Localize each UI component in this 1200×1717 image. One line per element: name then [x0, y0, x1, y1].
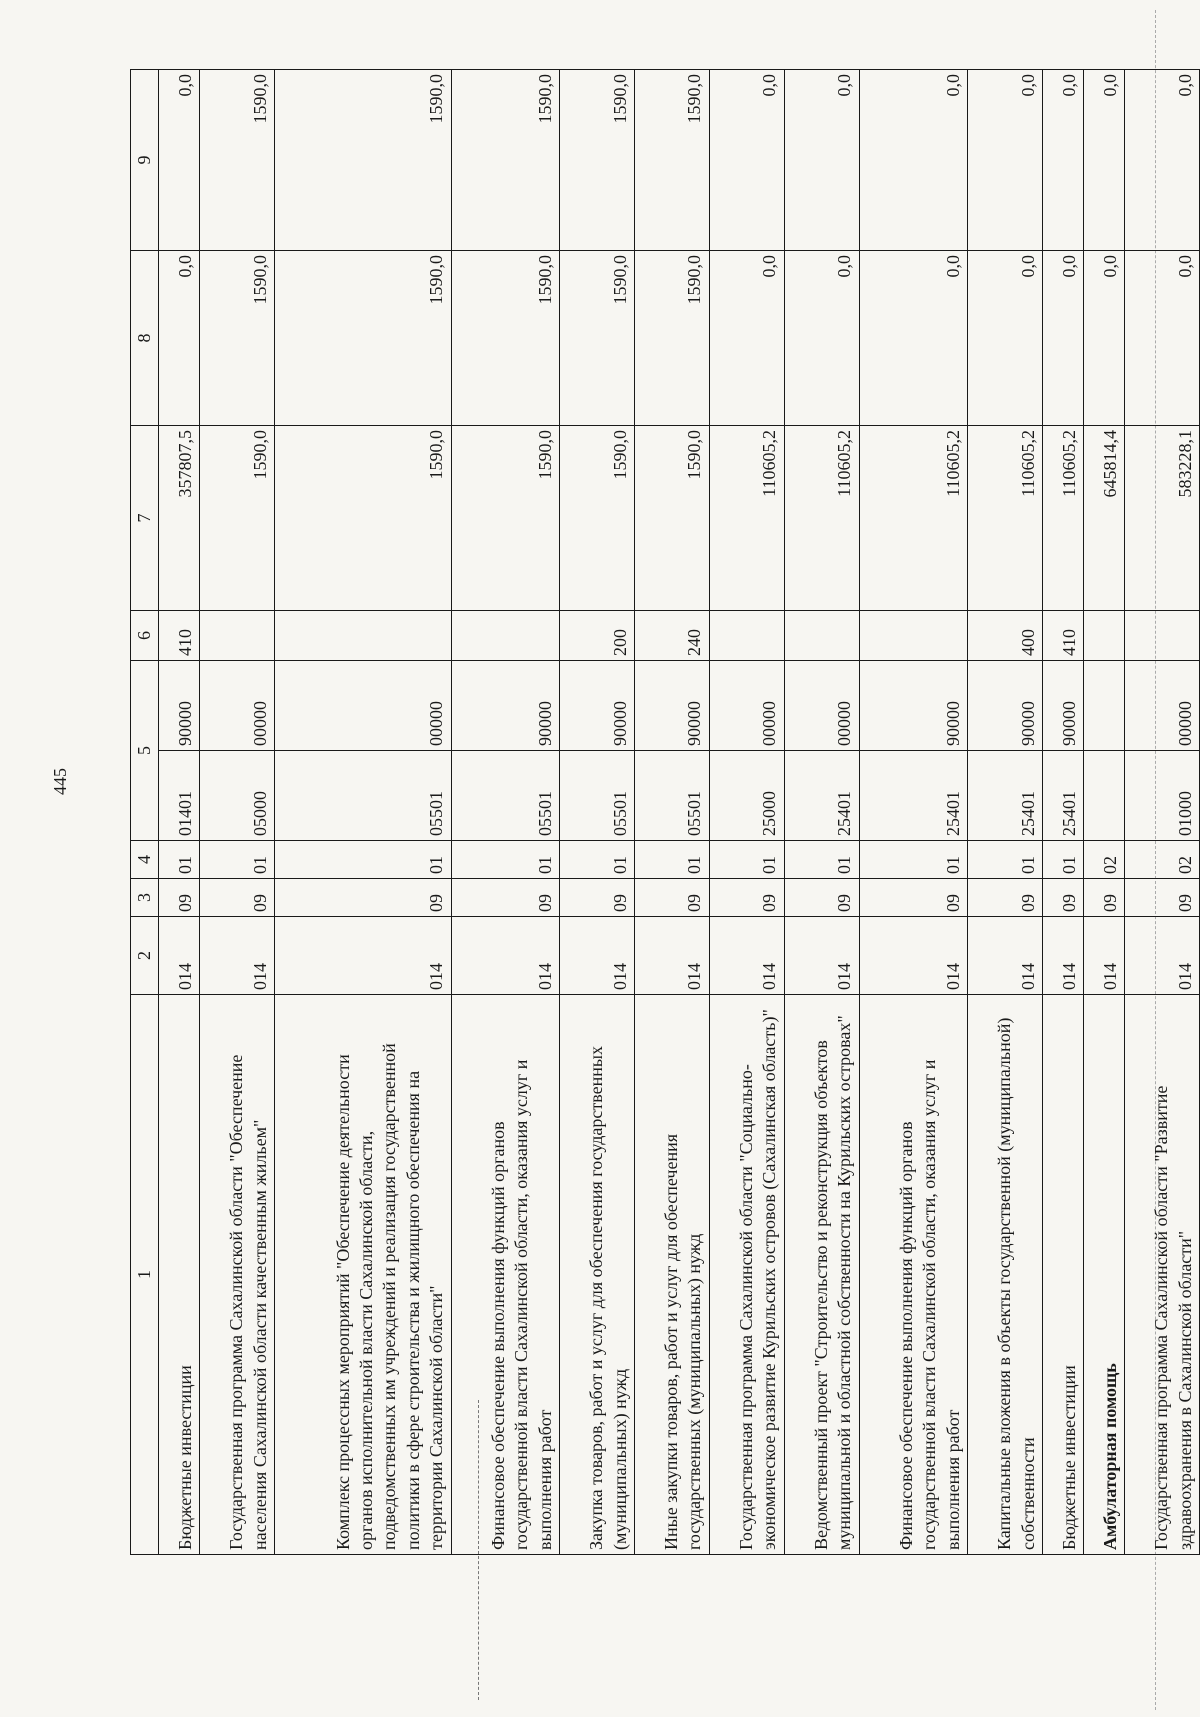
cell-c5a: 25401	[784, 751, 859, 841]
cell-c5b: 90000	[1043, 661, 1084, 751]
cell-c7: 645814,4	[1084, 426, 1125, 611]
cell-c4: 01	[859, 841, 968, 879]
header-cell: 6	[131, 611, 159, 661]
cell-c5b: 00000	[200, 661, 275, 751]
cell-c6	[451, 611, 560, 661]
cell-c2: 014	[1125, 917, 1200, 995]
cell-c9: 1590,0	[560, 70, 635, 251]
cell-c2: 014	[635, 917, 710, 995]
cell-c7: 1590,0	[451, 426, 560, 611]
cell-c6: 410	[159, 611, 200, 661]
cell-c4: 01	[159, 841, 200, 879]
cell-c6	[709, 611, 784, 661]
cell-c3: 09	[1043, 879, 1084, 917]
cell-c7: 583228,1	[1125, 426, 1200, 611]
cell-c3: 09	[200, 879, 275, 917]
cell-c4: 01	[560, 841, 635, 879]
cell-c4: 01	[451, 841, 560, 879]
table-row	[635, 70, 710, 1555]
cell-c7: 110605,2	[859, 426, 968, 611]
cell-c5a: 25000	[709, 751, 784, 841]
cell-c7: 1590,0	[200, 426, 275, 611]
cell-c5a: 05000	[200, 751, 275, 841]
cell-c5b: 90000	[968, 661, 1043, 751]
cell-c5b	[1084, 661, 1125, 751]
row-label: Амбулаторная помощь	[1084, 995, 1125, 1555]
table-row	[968, 70, 1043, 1555]
cell-c9: 1590,0	[635, 70, 710, 251]
table-row	[784, 70, 859, 1555]
cell-c8: 0,0	[1043, 251, 1084, 426]
header-cell: 3	[131, 879, 159, 917]
cell-c9: 0,0	[784, 70, 859, 251]
cell-c5b: 00000	[275, 661, 451, 751]
header-cell: 8	[131, 251, 159, 426]
cell-c2: 014	[859, 917, 968, 995]
cell-c8: 1590,0	[275, 251, 451, 426]
cell-c5b: 00000	[784, 661, 859, 751]
cell-c2: 014	[709, 917, 784, 995]
table-body	[159, 70, 1200, 1555]
cell-c9: 1590,0	[200, 70, 275, 251]
cell-c9: 0,0	[709, 70, 784, 251]
cell-c9: 1590,0	[451, 70, 560, 251]
cell-c3: 09	[859, 879, 968, 917]
cell-c8: 0,0	[968, 251, 1043, 426]
cell-c8: 0,0	[784, 251, 859, 426]
cell-c3: 09	[709, 879, 784, 917]
row-label: Бюджетные инвестиции	[159, 995, 200, 1555]
cell-c7: 1590,0	[635, 426, 710, 611]
row-label: Ведомственный проект "Строительство и реконструкция объектов муниципальной и областной собственности на Курильских островах"	[784, 995, 859, 1555]
cell-c5b: 00000	[1125, 661, 1200, 751]
header-cell: 7	[131, 426, 159, 611]
row-label: Государственная программа Сахалинской области "Социально-экономическое развитие Курильских островов (Сахалинская область)"	[709, 995, 784, 1555]
cell-c5a: 05501	[560, 751, 635, 841]
cell-c2: 014	[451, 917, 560, 995]
header-row	[131, 70, 159, 1555]
cell-c2: 014	[560, 917, 635, 995]
cell-c7: 1590,0	[560, 426, 635, 611]
cell-c3: 09	[159, 879, 200, 917]
row-label: Комплекс процессных мероприятий "Обеспечение деятельности органов исполнительной власти Сахалинской области, подведомственных им учреждений и реализация государственной политики в сфере строительства и жилищного обеспечения на территории Сахалинской области"	[275, 995, 451, 1555]
row-label: Бюджетные инвестиции	[1043, 995, 1084, 1555]
cell-c8: 0,0	[159, 251, 200, 426]
cell-c8: 0,0	[1125, 251, 1200, 426]
budget-table	[130, 69, 1200, 1555]
header-cell: 1	[131, 995, 159, 1555]
cell-c5b: 90000	[451, 661, 560, 751]
cell-c6	[275, 611, 451, 661]
cell-c8: 1590,0	[560, 251, 635, 426]
cell-c9: 0,0	[859, 70, 968, 251]
header-cell: 4	[131, 841, 159, 879]
cell-c8: 0,0	[859, 251, 968, 426]
cell-c5a: 01000	[1125, 751, 1200, 841]
cell-c8: 1590,0	[635, 251, 710, 426]
cell-c3: 09	[560, 879, 635, 917]
cell-c8: 1590,0	[200, 251, 275, 426]
header-cell: 9	[131, 70, 159, 251]
row-label: Иные закупки товаров, работ и услуг для обеспечения государственных (муниципальных) нужд	[635, 995, 710, 1555]
cell-c4: 01	[275, 841, 451, 879]
cell-c4: 01	[1043, 841, 1084, 879]
cell-c9: 0,0	[1043, 70, 1084, 251]
table-row	[1043, 70, 1084, 1555]
cell-c5a: 05501	[275, 751, 451, 841]
cell-c6: 410	[1043, 611, 1084, 661]
row-label: Государственная программа Сахалинской области "Развитие здравоохранения в Сахалинской области"	[1125, 995, 1200, 1555]
cell-c6: 400	[968, 611, 1043, 661]
page-number: 445	[50, 768, 70, 795]
cell-c2: 014	[275, 917, 451, 995]
row-label: Капитальные вложения в объекты государственной (муниципальной) собственности	[968, 995, 1043, 1555]
cell-c2: 014	[968, 917, 1043, 995]
header-cell: 2	[131, 917, 159, 995]
header-cell: 5	[131, 661, 159, 841]
cell-c6: 240	[635, 611, 710, 661]
table-row	[451, 70, 560, 1555]
cell-c7: 110605,2	[784, 426, 859, 611]
cell-c6	[784, 611, 859, 661]
cell-c5b: 90000	[635, 661, 710, 751]
cell-c5a: 25401	[968, 751, 1043, 841]
cell-c7: 110605,2	[968, 426, 1043, 611]
cell-c8: 0,0	[1084, 251, 1125, 426]
cell-c3: 09	[784, 879, 859, 917]
cell-c6	[1084, 611, 1125, 661]
cell-c8: 0,0	[709, 251, 784, 426]
table-row	[859, 70, 968, 1555]
cell-c5b: 90000	[560, 661, 635, 751]
cell-c9: 0,0	[159, 70, 200, 251]
table-row	[560, 70, 635, 1555]
table-row	[200, 70, 275, 1555]
cell-c5a	[1084, 751, 1125, 841]
table-row	[1084, 70, 1125, 1555]
cell-c5a: 05501	[451, 751, 560, 841]
table-row	[1125, 70, 1200, 1555]
cell-c3: 09	[451, 879, 560, 917]
cell-c9: 0,0	[968, 70, 1043, 251]
cell-c4: 02	[1084, 841, 1125, 879]
cell-c3: 09	[1125, 879, 1200, 917]
cell-c6: 200	[560, 611, 635, 661]
cell-c5a: 25401	[1043, 751, 1084, 841]
cell-c7: 110605,2	[1043, 426, 1084, 611]
cell-c5b: 90000	[859, 661, 968, 751]
cell-c2: 014	[159, 917, 200, 995]
cell-c8: 1590,0	[451, 251, 560, 426]
cell-c9: 1590,0	[275, 70, 451, 251]
cell-c5a: 25401	[859, 751, 968, 841]
cell-c4: 02	[1125, 841, 1200, 879]
cell-c6	[1125, 611, 1200, 661]
cell-c4: 01	[968, 841, 1043, 879]
cell-c7: 1590,0	[275, 426, 451, 611]
budget-table-container	[130, 70, 1200, 1555]
row-label: Закупка товаров, работ и услуг для обеспечения государственных (муниципальных) нужд	[560, 995, 635, 1555]
cell-c6	[859, 611, 968, 661]
cell-c3: 09	[275, 879, 451, 917]
cell-c9: 0,0	[1125, 70, 1200, 251]
cell-c4: 01	[709, 841, 784, 879]
row-label: Государственная программа Сахалинской области "Обеспечение населения Сахалинской области качественным жильем"	[200, 995, 275, 1555]
cell-c3: 09	[635, 879, 710, 917]
cell-c7: 357807,5	[159, 426, 200, 611]
cell-c4: 01	[200, 841, 275, 879]
cell-c4: 01	[635, 841, 710, 879]
cell-c9: 0,0	[1084, 70, 1125, 251]
row-label: Финансовое обеспечение выполнения функций органов государственной власти Сахалинской области, оказания услуг и выполнения работ	[451, 995, 560, 1555]
table-row	[709, 70, 784, 1555]
cell-c3: 09	[1084, 879, 1125, 917]
cell-c5b: 90000	[159, 661, 200, 751]
cell-c5a: 01401	[159, 751, 200, 841]
row-label: Финансовое обеспечение выполнения функций органов государственной власти Сахалинской области, оказания услуг и выполнения работ	[859, 995, 968, 1555]
cell-c2: 014	[200, 917, 275, 995]
cell-c2: 014	[1084, 917, 1125, 995]
cell-c5b: 00000	[709, 661, 784, 751]
cell-c7: 110605,2	[709, 426, 784, 611]
cell-c2: 014	[1043, 917, 1084, 995]
cell-c5a: 05501	[635, 751, 710, 841]
table-row	[159, 70, 200, 1555]
cell-c3: 09	[968, 879, 1043, 917]
table-row	[275, 70, 451, 1555]
cell-c2: 014	[784, 917, 859, 995]
cell-c6	[200, 611, 275, 661]
cell-c4: 01	[784, 841, 859, 879]
